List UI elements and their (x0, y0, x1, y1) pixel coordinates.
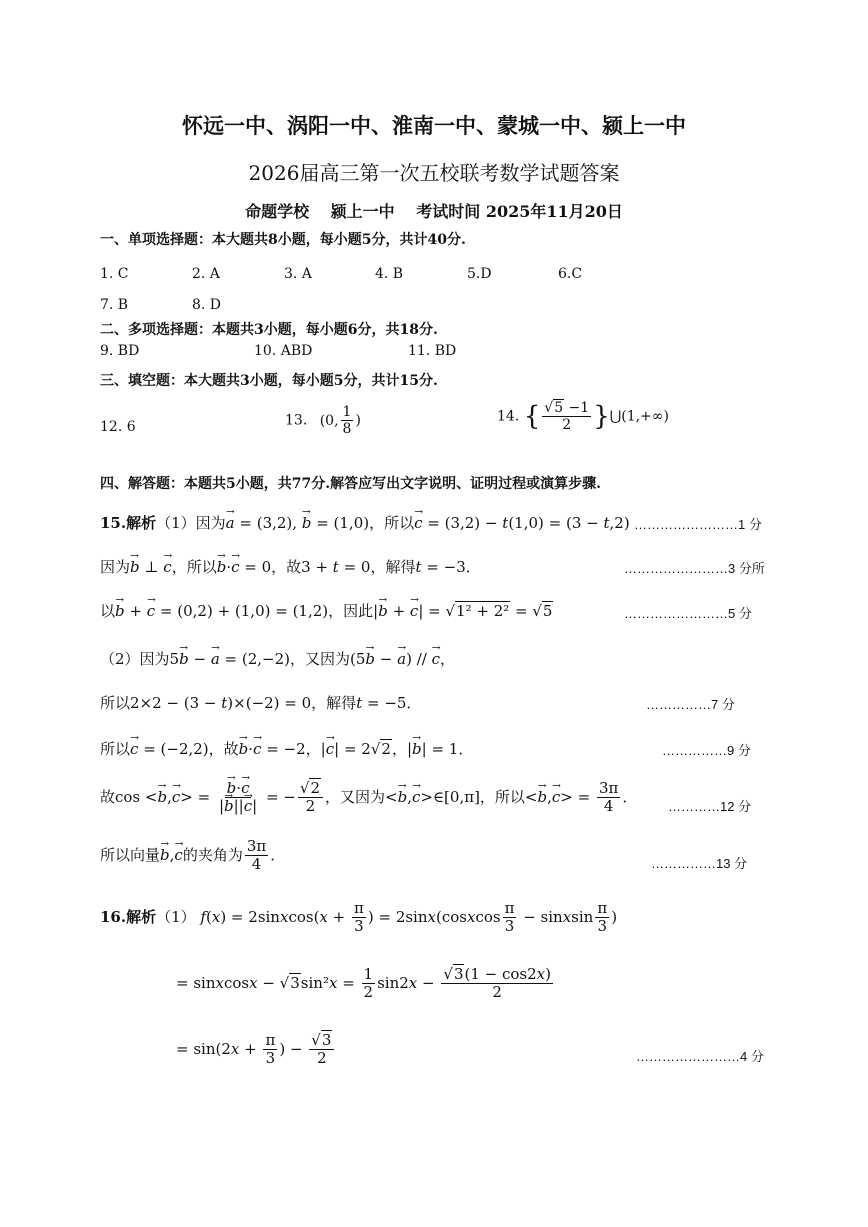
q15-line5: 所以2×2 − (3 − t)×(−2) = 0，解得t = −5． (100, 694, 422, 712)
answer-10: 10. ABD (254, 343, 313, 359)
answer-3: 3. A (284, 266, 312, 282)
answer-4: 4. B (375, 266, 404, 282)
answer-2: 2. A (192, 266, 220, 282)
q16-line3: = sin(2x + $\frac{\pi}{3}$ ) − $\frac{√3}{2}$ (176, 1032, 336, 1068)
answer-7: 7. B (100, 297, 129, 313)
answer-11: 11. BD (408, 343, 457, 359)
section4-heading: 四、解答题：本题共5小题，共77分.解答应写出文字说明、证明过程或演算步骤. (100, 476, 601, 492)
q15-score-3: ……………………5 分 (624, 606, 752, 621)
q15-line8: 所以向量→ b,→ c的夹角为 $\frac{3\pi}{4}$ ． (100, 838, 285, 874)
q16-line1: 16.解析（1） f(x) = 2sinxcos(x + $\frac{\pi}{3}$ ) = 2sinx(cosxcos $\frac{\pi}{3}$ − sinxsin $\frac{\pi}{3}$ ) (100, 899, 618, 936)
answer-6: 6.C (558, 266, 583, 282)
q15-score-6: …………12 分 (668, 799, 752, 814)
q15-line4: （2）因为5→ b − → a = (2,−2)，又因为(5→ b − → a) // → c， (100, 648, 455, 669)
section3-heading: 三、填空题：本大题共3小题，每小题5分，共计15分. (100, 373, 438, 389)
q15-line3: 以→ b + → c = (0,2) + (1,0) = (1,2)，因此|→ b + → c| = √1² + 2² = √5 (100, 600, 553, 621)
section1-heading: 一、单项选择题：本大题共8小题，每小题5分，共计40分. (100, 232, 466, 248)
answer-8: 8. D (192, 297, 222, 313)
answer-5: 5.D (467, 266, 492, 282)
answer-12: 12. 6 (100, 419, 136, 435)
exam-meta: 命题学校 颍上一中 考试时间 2025年11月20日 (245, 202, 623, 221)
answer-1: 1. C (100, 266, 129, 282)
exam-title: 2026届高三第一次五校联考数学试题答案 (248, 161, 620, 185)
q15-score-5: ……………9 分 (662, 743, 751, 758)
q15-score-2: ……………………3 分所 (624, 561, 765, 576)
q13-label: 13. (285, 412, 308, 429)
q15-line6: 所以→ c = (−2,2)，故→ b·→ c = −2，|→ c| = 2√2，|→ b| = 1． (100, 738, 473, 759)
schools-title: 怀远一中、涡阳一中、淮南一中、蒙城一中、颍上一中 (182, 113, 686, 138)
q16-label: 16.解析 (100, 907, 157, 926)
q14-label: 14. (497, 408, 520, 425)
q16-line2: = sinxcosx − √3sin²x = $\frac{1}{2}$ sin2x − $\frac{√3(1 - \cos 2x)}{2}$ (176, 965, 551, 1002)
answer-9: 9. BD (100, 343, 140, 359)
q15-line1: 15.解析（1）因为→ a = (3,2), → b = (1,0)，所以→ c = (3,2) − t(1,0) = (3 − t,2) (100, 512, 630, 533)
q15-line2: 因为→ b ⊥ → c，所以→ b·→ c = 0，故3 + t = 0，解得t = −3． (100, 556, 481, 577)
q15-line7: 故cos <→ b,→ c> = → $\frac{b\cdot\to c}{|\to b||\to c|}$ = − $\frac{√2}{2}$ ，又因为<→ b,→ c>∈[0,π]，所以<→ b,→ c> = $\frac{3\pi}{4}$ ． (100, 780, 637, 816)
q15-score-1: ……………………1 分 (634, 517, 762, 532)
answer-13: 13. (0, $\frac{1}{8}$ ) (285, 404, 361, 438)
q15-score-7: ……………13 分 (651, 856, 748, 871)
answer-14: 14. { $\frac{√5 -1}{2}$ }⋃(1,+∞) (497, 400, 669, 434)
q16-score-1: ……………………4 分 (636, 1049, 764, 1064)
section2-heading: 二、多项选择题：本题共3小题，每小题6分，共18分. (100, 322, 438, 338)
q15-score-4: ……………7 分 (646, 697, 735, 712)
q15-label: 15.解析 (100, 514, 157, 532)
